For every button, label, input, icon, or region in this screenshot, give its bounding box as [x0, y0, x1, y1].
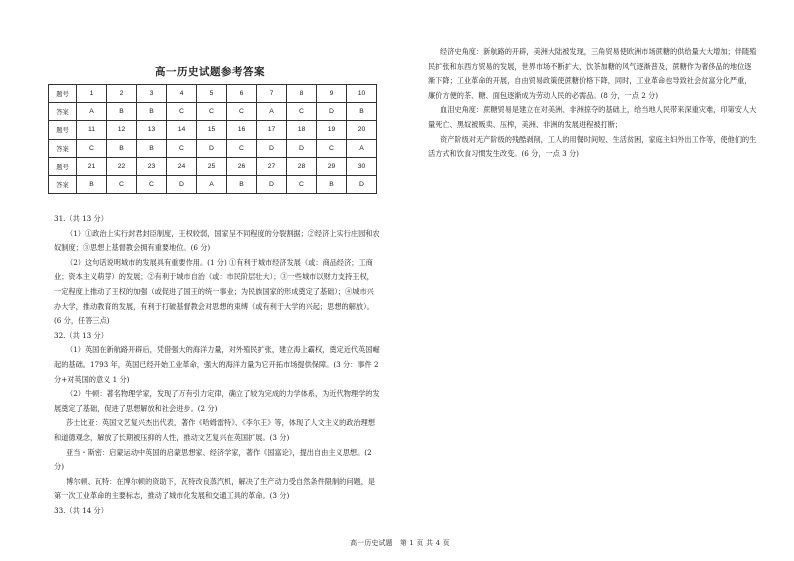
answer-cell: C [227, 139, 257, 157]
answer-cell: A [257, 103, 287, 121]
answer-cell: C [167, 139, 197, 157]
answer-cell: D [167, 175, 197, 193]
answer-cell: C [287, 175, 317, 193]
answer-cell: 24 [167, 157, 197, 175]
answer-cell: C [137, 175, 167, 193]
answer-cell: 21 [77, 157, 107, 175]
answer-paragraph: 博尔顿、瓦特：在博尔顿的资助下，瓦特改良蒸汽机，解决了生产动力受自然条件限制的问题，是第一次工业革命的主要标志，推动了城市化发展和交通工具的革命。(3 分) [54, 476, 376, 501]
answer-cell: B [137, 103, 167, 121]
answer-cell: B [347, 103, 377, 121]
answer-cell: 12 [107, 121, 137, 139]
row-label: 题号 [49, 121, 77, 139]
answer-table-row [49, 175, 377, 193]
answer-cell: B [107, 139, 137, 157]
answer-cell: 29 [317, 157, 347, 175]
answer-cell: 16 [227, 121, 257, 139]
row-label: 题号 [49, 85, 77, 103]
answer-table-row [49, 121, 377, 139]
answer-cell: 13 [137, 121, 167, 139]
answer-cell: 3 [137, 85, 167, 103]
answer-paragraph: 莎士比亚：英国文艺复兴杰出代表，著作《哈姆雷特》、《李尔王》等，体现了人文主义的政治理想和道德观念，解放了长期被压抑的人性，推动文艺复兴在英国扩展。(3 分) [54, 418, 376, 442]
row-label: 答案 [49, 139, 77, 157]
row-label: 答案 [49, 175, 77, 193]
answer-cell: A [77, 103, 107, 121]
answer-cell: B [227, 175, 257, 193]
answer-cell: 7 [257, 85, 287, 103]
answer-paragraph: （1）英国在新航路开辟后，凭借强大的海洋力量，对外殖民扩张，建立海上霸权，奠定近代英国崛起的基础。1793 年，英国已经开始工业革命，强大的海洋力量为它开拓市场提供保障。(3 分：事件 2 分+对英国的意义 1 分) [54, 345, 380, 384]
answer-paragraph: 资产阶级对无产阶级的残酷剥削，工人的用餐时间短、生活贫困，家庭主妇外出工作等，使他们的生活方式和饮食习惯发生改变。(6 分，一点 3 分) [428, 134, 757, 159]
answer-cell: D [257, 139, 287, 157]
answer-table-row [49, 157, 377, 175]
row-label: 答案 [49, 103, 77, 121]
answer-paragraph: （2）这句话说明城市的发展具有重要作用。(1 分) ①有利于城市经济发展（或：商品经济；工商业；资本主义萌芽）的发展；②有利于城市自治（或：市民阶层壮大）；③一些城市以财力支持王权，一定程度上推动了王权的加强（或促进了国王的统一事业；为民族国家的形成奠定了基础）；④城市兴办大学，推动教育的发展，有利于打破基督教会对思想的束缚（或有利于大学的兴起；思想的解放）。(6 分，任答三点) [54, 257, 374, 326]
question-heading: 33.（共 14 分） [54, 505, 108, 515]
answer-cell: C [317, 139, 347, 157]
answer-cell: A [347, 139, 377, 157]
answer-cell: D [197, 139, 227, 157]
question-heading: 32.（共 13 分） [54, 330, 108, 340]
answer-cell: 14 [167, 121, 197, 139]
answer-cell: A [197, 175, 227, 193]
answer-cell: 1 [77, 85, 107, 103]
answer-cell: C [227, 103, 257, 121]
answer-cell: 17 [257, 121, 287, 139]
answer-cell: D [317, 103, 347, 121]
answer-cell: D [347, 175, 377, 193]
answer-cell: C [167, 103, 197, 121]
answer-cell: 5 [197, 85, 227, 103]
answer-cell: 25 [197, 157, 227, 175]
answer-cell: 10 [347, 85, 377, 103]
answer-cell: D [287, 139, 317, 157]
answer-cell: 18 [287, 121, 317, 139]
page-footer: 高一历史试题 第 1 页 共 4 页 [350, 539, 450, 547]
answer-cell: 23 [137, 157, 167, 175]
answer-cell: 11 [77, 121, 107, 139]
answer-cell: D [257, 175, 287, 193]
answer-cell: B [107, 103, 137, 121]
answer-paragraph: 经济史角度：新航路的开辟，美洲大陆被发现，三角贸易使欧洲市场蔗糖的供给量大大增加；伴随殖民扩张和东西方贸易的发展，世界市场不断扩大，饮茶加糖的风气逐渐普及，蔗糖作为奢侈品的地位逐渐下降；工业革命的开展，自由贸易政策使蔗糖价格下降，同时，工业革命也导致社会贫富分化严重，廉价方便的茶、糖、面包逐渐成为劳动人民的必需品。(8 分，一点 2 分) [428, 47, 757, 100]
answer-cell: 26 [227, 157, 257, 175]
answer-cell: C [287, 103, 317, 121]
answer-cell: 27 [257, 157, 287, 175]
answer-cell: B [137, 139, 167, 157]
answer-cell: C [77, 139, 107, 157]
answer-cell: 19 [317, 121, 347, 139]
answer-cell: C [197, 103, 227, 121]
answer-cell: 22 [107, 157, 137, 175]
row-label: 题号 [49, 157, 77, 175]
answer-cell: 15 [197, 121, 227, 139]
answer-paragraph: 血泪史角度：蔗糖贸易是建立在对美洲、非洲掠夺的基础上，给当地人民带来深重灾难，印第安人大量死亡、黑奴被贩卖、压榨，美洲、非洲的发展进程被打断； [428, 105, 757, 129]
page-title: 高一历史试题参考答案 [155, 66, 265, 78]
answer-paragraph: 亚当・斯密：启蒙运动中英国的启蒙思想家、经济学家，著作《国富论》，提出自由主义思想。(2 分) [54, 447, 372, 472]
question-heading: 31.（共 13 分） [54, 214, 108, 223]
answer-paragraph: （1）①政治上实行封君封臣制度，王权较弱，国家呈不同程度的分裂割据；②经济上实行庄园和农奴制度；③思想上基督教会拥有重要地位。(6 分) [54, 228, 380, 253]
answer-cell: C [107, 175, 137, 193]
answer-cell: 20 [347, 121, 377, 139]
answer-cell: 30 [347, 157, 377, 175]
answer-table-row [49, 103, 377, 121]
right-column [428, 45, 758, 162]
left-column [54, 212, 380, 518]
answer-cell: 6 [227, 85, 257, 103]
answer-cell: 2 [107, 85, 137, 103]
answer-cell: B [77, 175, 107, 193]
answer-paragraph: （2）牛顿：著名物理学家，发现了万有引力定律，确立了较为完成的力学体系，为近代物理学的发展奠定了基础，促进了思想解放和社会进步。(2 分) [54, 389, 380, 413]
answer-table [48, 84, 377, 194]
answer-cell: B [317, 175, 347, 193]
answer-cell: 28 [287, 157, 317, 175]
answer-table-row [49, 139, 377, 157]
answer-cell: 8 [287, 85, 317, 103]
answer-cell: 9 [317, 85, 347, 103]
answer-table-row [49, 85, 377, 103]
answer-cell: 4 [167, 85, 197, 103]
